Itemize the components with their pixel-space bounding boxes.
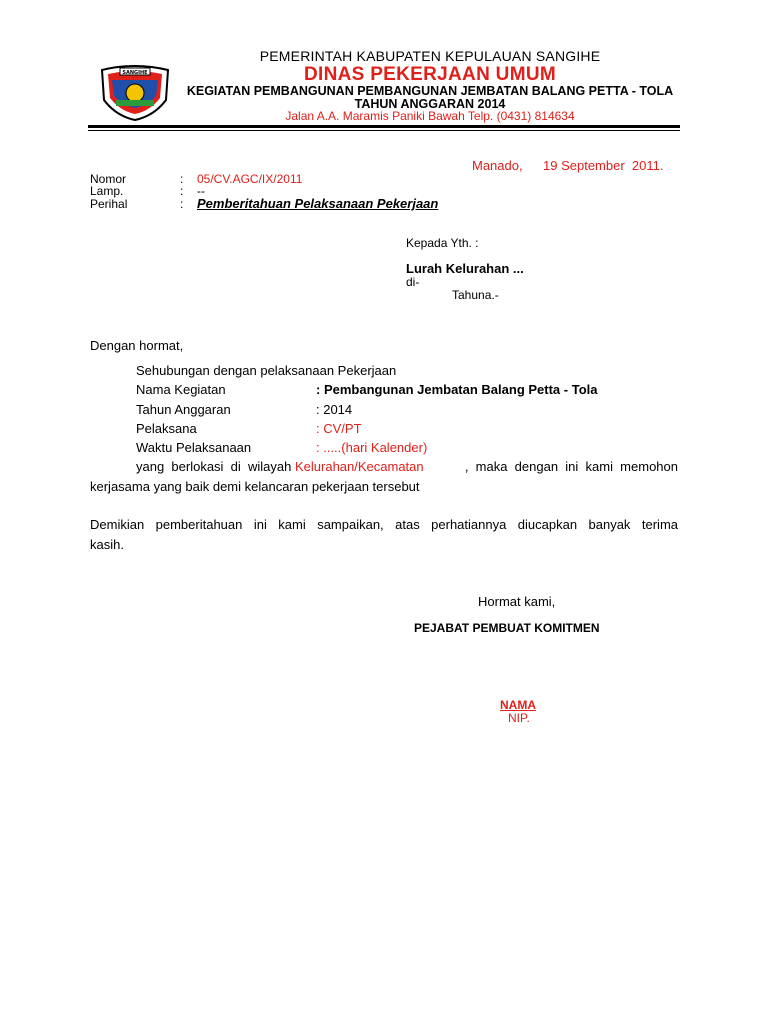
- agency-address: Jalan A.A. Maramis Paniki Bawah Telp. (0431) 814634: [285, 109, 575, 123]
- government-title: PEMERINTAH KABUPATEN KEPULAUAN SANGIHE: [259, 48, 601, 64]
- meta-attachment-label: Lamp.: [90, 184, 124, 198]
- regency-emblem-logo: [94, 60, 176, 122]
- recipient-greeting: Kepada Yth. :: [406, 236, 479, 250]
- letterhead-rule-thick: [88, 125, 680, 128]
- activity-title: KEGIATAN PEMBANGUNAN PEMBANGUNAN JEMBATAN BALANG PETTA - TOLA: [186, 84, 674, 98]
- detail-activity-label: Nama Kegiatan: [136, 382, 226, 397]
- agency-title: DINAS PEKERJAAN UMUM: [304, 64, 556, 85]
- body-paragraph-2-line-1: Demikian pemberitahuan ini kami sampaikan, atas perhatiannya diucapkan banyak terima: [90, 517, 678, 532]
- meta-subject-label: Perihal: [90, 197, 128, 211]
- salutation: Dengan hormat,: [90, 338, 184, 353]
- meta-subject-value: Pemberitahuan Pelaksanaan Pekerjaan: [197, 196, 439, 211]
- meta-attachment-value: --: [197, 184, 205, 198]
- meta-subject-colon: :: [180, 197, 184, 211]
- closing-position: PEJABAT PEMBUAT KOMITMEN: [414, 621, 600, 635]
- meta-number-label: Nomor: [90, 172, 127, 186]
- intro-text: Sehubungan dengan pelaksanaan Pekerjaan: [136, 363, 397, 378]
- date-value: 19 September 2011.: [543, 158, 664, 173]
- body-paragraph-1-line-1: [136, 459, 678, 474]
- detail-contractor-value: : CV/PT: [316, 421, 362, 436]
- body-1-part-1: yang berlokasi di wilayah: [136, 459, 295, 474]
- signatory-nip: NIP.: [508, 711, 530, 725]
- body-paragraph-2-line-2: kasih.: [90, 537, 124, 552]
- letterhead-rule-thin: [88, 130, 680, 131]
- detail-activity-value: : Pembangunan Jembatan Balang Petta - Tola: [316, 382, 598, 397]
- meta-attachment-colon: :: [180, 184, 184, 198]
- logo-banner-text: SANGIHE: [122, 70, 148, 76]
- closing-regards: Hormat kami,: [478, 594, 556, 609]
- detail-year-value: : 2014: [316, 402, 353, 417]
- date-place: Manado,: [472, 158, 523, 173]
- meta-number-value: 05/CV.AGC/IX/2011: [197, 172, 303, 186]
- detail-contractor-label: Pelaksana: [136, 421, 197, 436]
- recipient-name: Lurah Kelurahan ...: [406, 261, 524, 276]
- body-1-part-2: , maka dengan ini kami memohon: [464, 459, 678, 474]
- signatory-name: NAMA: [500, 698, 536, 712]
- body-1-location: Kelurahan/Kecamatan: [294, 459, 424, 474]
- body-paragraph-1-line-2: kerjasama yang baik demi kelancaran pekerjaan tersebut: [90, 479, 420, 494]
- recipient-di: di-: [406, 275, 420, 289]
- detail-duration-value: : .....(hari Kalender): [316, 440, 428, 455]
- detail-year-label: Tahun Anggaran: [136, 402, 231, 417]
- detail-duration-label: Waktu Pelaksanaan: [136, 440, 252, 455]
- budget-year: TAHUN ANGGARAN 2014: [354, 97, 506, 111]
- recipient-city: Tahuna.-: [452, 288, 499, 302]
- meta-number-colon: :: [180, 172, 184, 186]
